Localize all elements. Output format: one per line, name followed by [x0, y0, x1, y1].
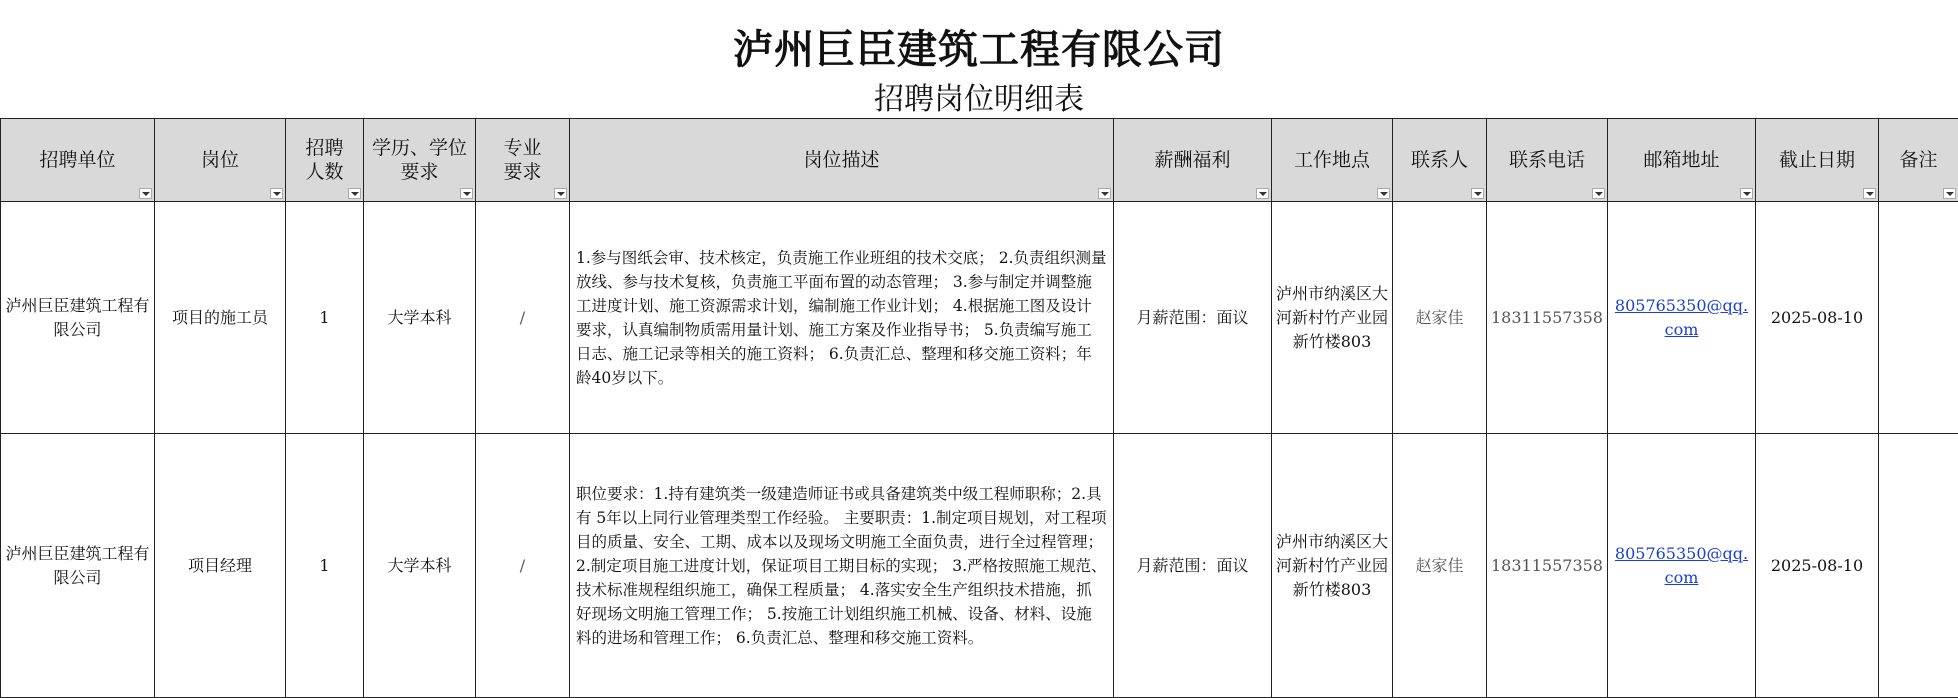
filter-dropdown-icon[interactable] — [1377, 188, 1390, 199]
cell-note[interactable] — [1879, 434, 1958, 698]
cell-unit[interactable]: 泸州巨臣建筑工程有限公司 — [1, 434, 155, 698]
table-row — [1, 434, 1958, 698]
header-note: 备注 — [1879, 119, 1958, 202]
filter-dropdown-icon[interactable] — [270, 188, 283, 199]
cell-phone[interactable]: 18311557358 — [1487, 202, 1608, 434]
filter-dropdown-icon[interactable] — [1098, 188, 1111, 199]
cell-salary[interactable]: 月薪范围：面议 — [1114, 434, 1272, 698]
email-link[interactable]: 805765350@qq.com — [1615, 296, 1748, 339]
email-link[interactable]: 805765350@qq.com — [1615, 544, 1748, 587]
header-education: 学历、学位 要求 — [364, 119, 476, 202]
header-salary: 薪酬福利 — [1114, 119, 1272, 202]
filter-dropdown-icon[interactable] — [1740, 188, 1753, 199]
header-email: 邮箱地址 — [1608, 119, 1756, 202]
filter-dropdown-icon[interactable] — [1943, 188, 1956, 199]
cell-description[interactable]: 1.参与图纸会审、技术核定，负责施工作业班组的技术交底； 2.负责组织测量放线、参与技术复核，负责施工平面布置的动态管理； 3.参与制定并调整施工进度计划、施工资源需求计划，编制施工作业计划； 4.根据施工图及设计要求，认真编制物质需用量计划、施工方案及作业指导书； 5.负责编写施工日志、施工记录等相关的施工资料； 6.负责汇总、整理和移交施工资料；年龄40岁以下。 — [570, 202, 1114, 434]
cell-education[interactable]: 大学本科 — [364, 434, 476, 698]
cell-contact[interactable]: 赵家佳 — [1393, 434, 1487, 698]
sheet-subtitle: 招聘岗位明细表 — [0, 74, 1958, 118]
cell-phone[interactable]: 18311557358 — [1487, 434, 1608, 698]
cell-location[interactable]: 泸州市纳溪区大河新村竹产业园新竹楼803 — [1272, 434, 1393, 698]
cell-location[interactable]: 泸州市纳溪区大河新村竹产业园新竹楼803 — [1272, 202, 1393, 434]
header-location: 工作地点 — [1272, 119, 1393, 202]
company-title: 泸州巨臣建筑工程有限公司 — [0, 18, 1958, 75]
cell-contact[interactable]: 赵家佳 — [1393, 202, 1487, 434]
filter-dropdown-icon[interactable] — [554, 188, 567, 199]
header-major: 专业 要求 — [476, 119, 570, 202]
cell-description[interactable]: 职位要求：1.持有建筑类一级建造师证书或具备建筑类中级工程师职称；2.具有 5年以上同行业管理类型工作经验。 主要职责：1.制定项目规划，对工程项目的质量、安全、工期、成本以及现场文明施工全面负责，进行全过程管理； 2.制定项目施工进度计划，保证项目工期目标的实现； 3.严格按照施工规范、技术标准规程组织施工，确保工程质量； 4.落实安全生产组织技术措施，抓好现场文明施工管理工作； 5.按施工计划组织施工机械、设备、材料、设施料的进场和管理工作； 6.负责汇总、整理和移交施工资料。 — [570, 434, 1114, 698]
cell-position[interactable]: 项目经理 — [155, 434, 286, 698]
recruitment-table — [0, 118, 1958, 698]
cell-email[interactable] — [1608, 434, 1756, 698]
header-deadline: 截止日期 — [1756, 119, 1879, 202]
header-unit: 招聘单位 — [1, 119, 155, 202]
filter-dropdown-icon[interactable] — [1863, 188, 1876, 199]
table-row — [1, 202, 1958, 434]
header-contact: 联系人 — [1393, 119, 1487, 202]
header-position: 岗位 — [155, 119, 286, 202]
filter-dropdown-icon[interactable] — [1256, 188, 1269, 199]
cell-position[interactable]: 项目的施工员 — [155, 202, 286, 434]
filter-dropdown-icon[interactable] — [348, 188, 361, 199]
filter-dropdown-icon[interactable] — [139, 188, 152, 199]
cell-count[interactable]: 1 — [286, 202, 364, 434]
cell-email[interactable] — [1608, 202, 1756, 434]
cell-education[interactable]: 大学本科 — [364, 202, 476, 434]
cell-deadline[interactable]: 2025-08-10 — [1756, 202, 1879, 434]
cell-count[interactable]: 1 — [286, 434, 364, 698]
header-phone: 联系电话 — [1487, 119, 1608, 202]
filter-dropdown-icon[interactable] — [460, 188, 473, 199]
header-description: 岗位描述 — [570, 119, 1114, 202]
header-count: 招聘 人数 — [286, 119, 364, 202]
cell-major[interactable]: / — [476, 202, 570, 434]
cell-major[interactable]: / — [476, 434, 570, 698]
cell-salary[interactable]: 月薪范围：面议 — [1114, 202, 1272, 434]
filter-dropdown-icon[interactable] — [1471, 188, 1484, 199]
cell-deadline[interactable]: 2025-08-10 — [1756, 434, 1879, 698]
cell-unit[interactable]: 泸州巨臣建筑工程有限公司 — [1, 202, 155, 434]
filter-dropdown-icon[interactable] — [1592, 188, 1605, 199]
header-row — [1, 119, 1958, 202]
cell-note[interactable] — [1879, 202, 1958, 434]
